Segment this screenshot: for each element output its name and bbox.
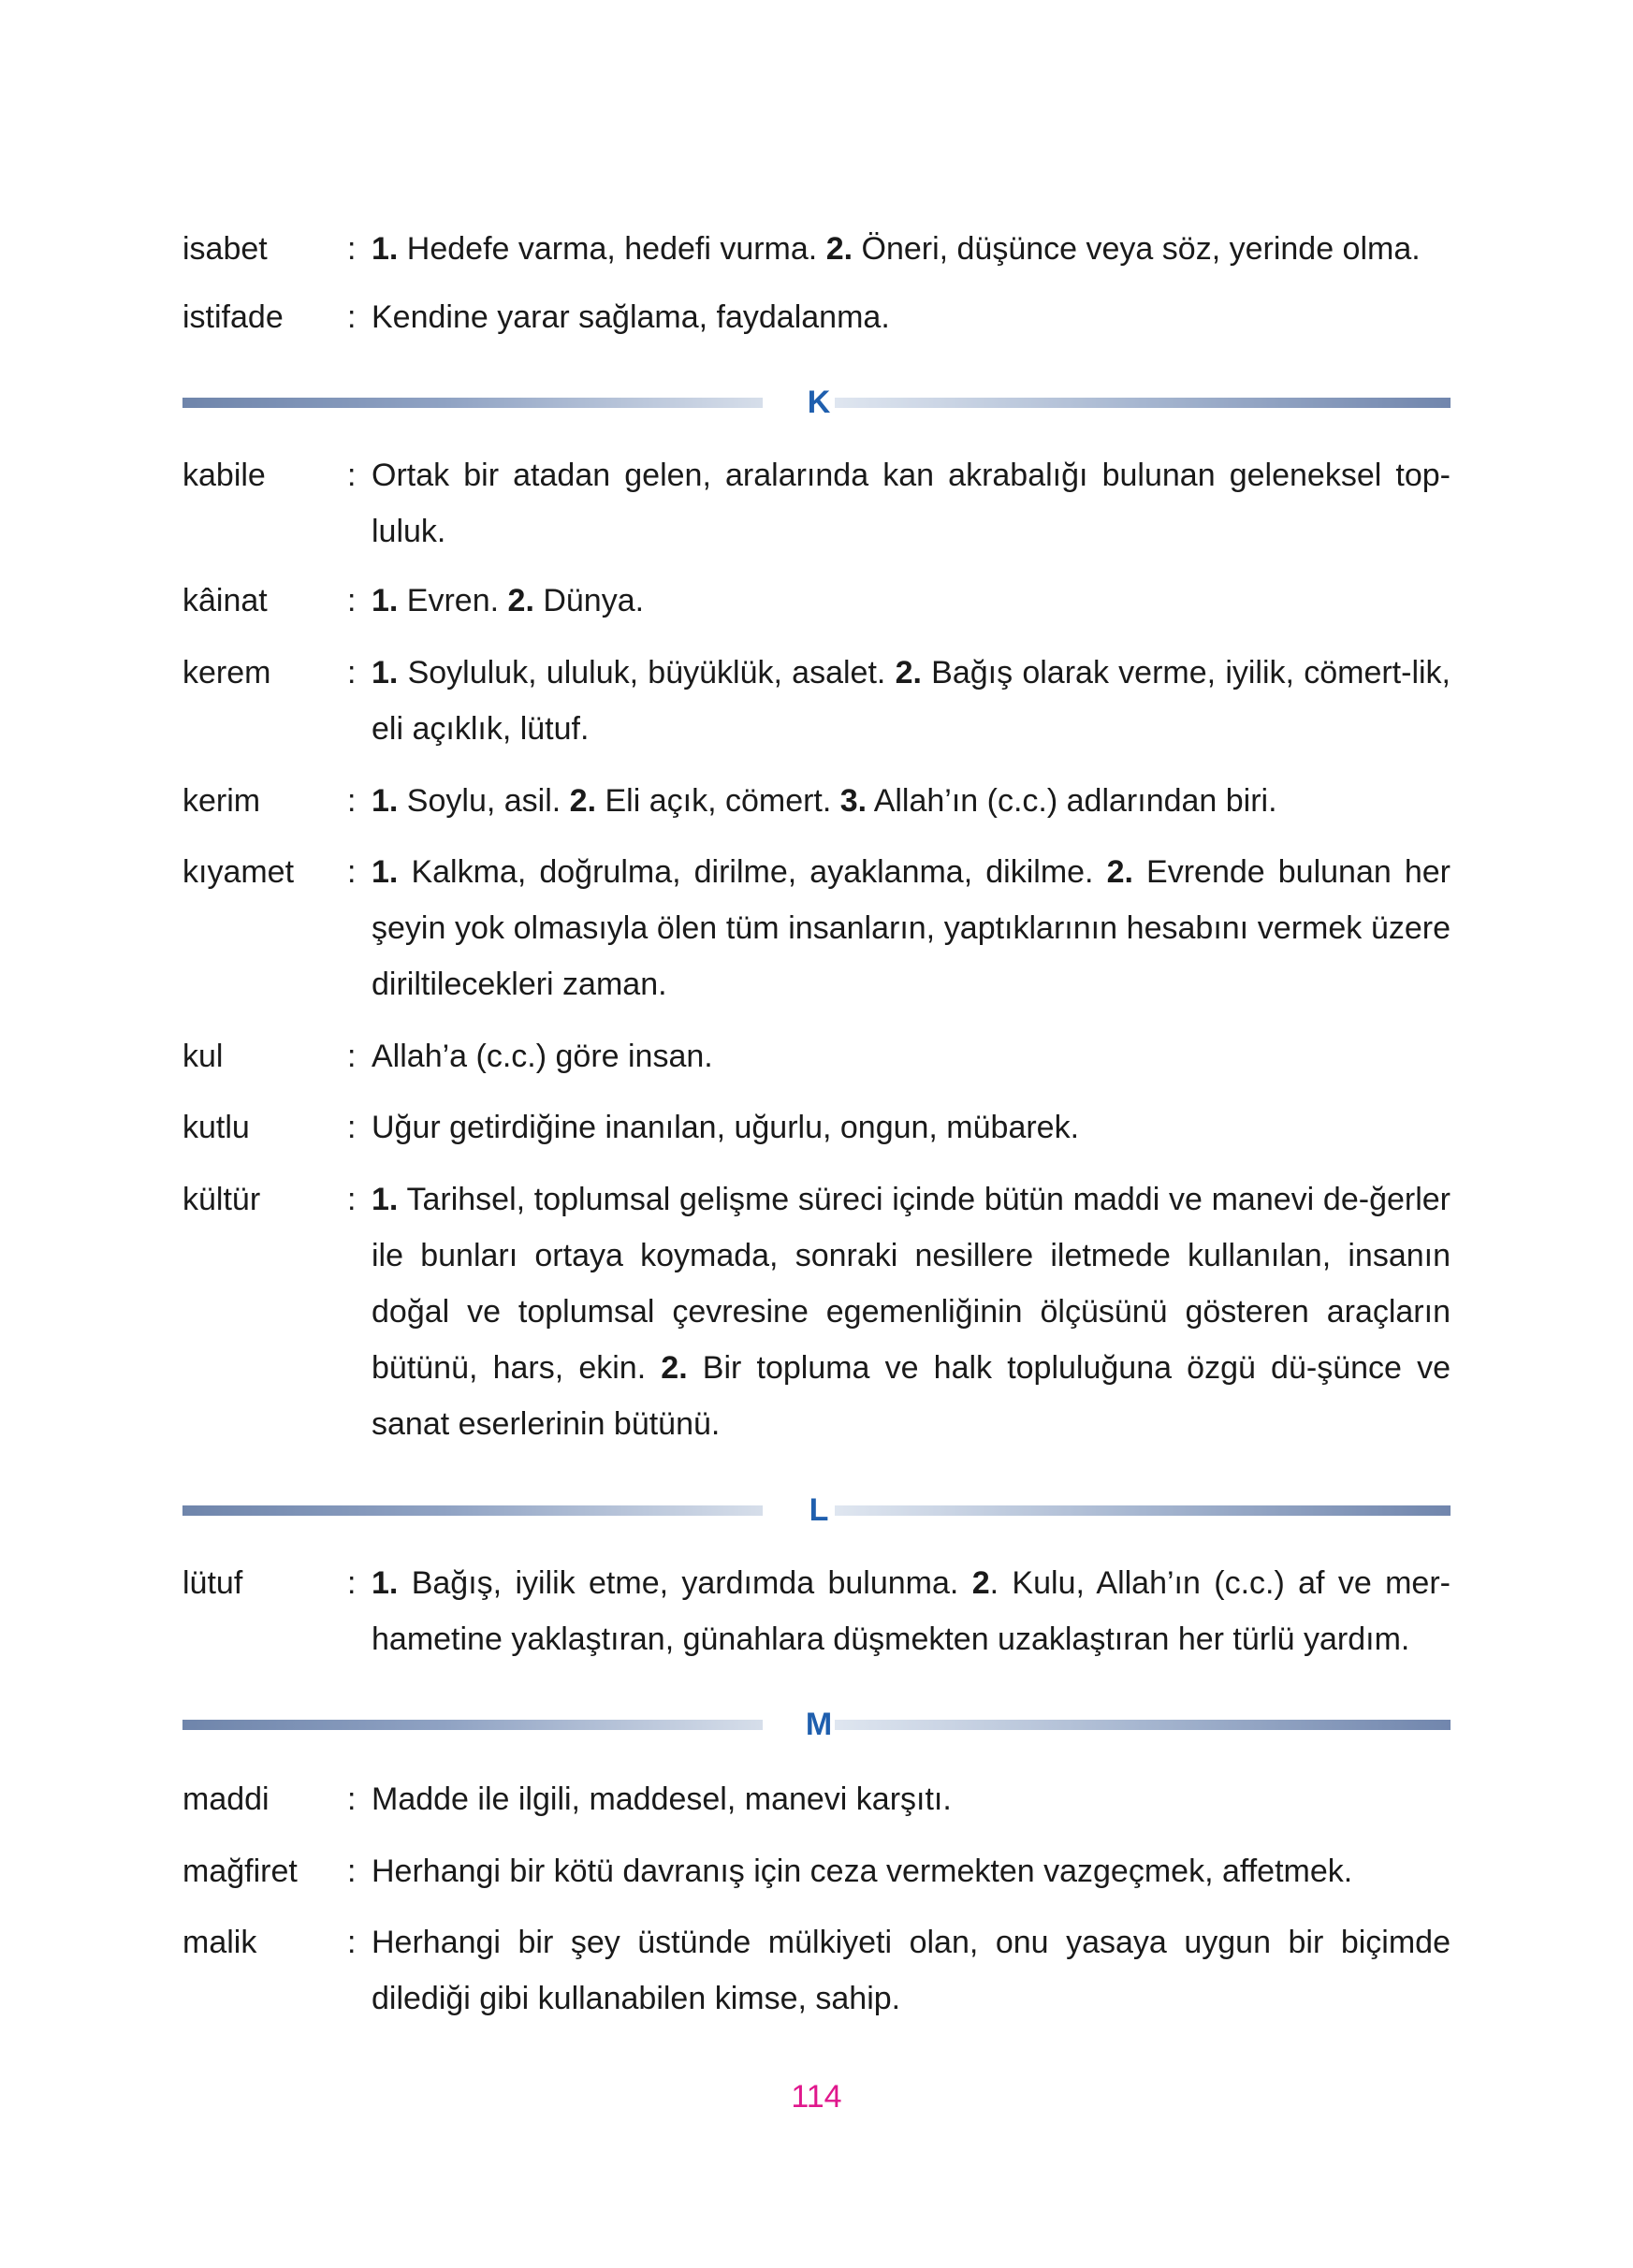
section-divider-l <box>182 1494 1451 1526</box>
glossary-entry-lutuf <box>182 1555 1451 1667</box>
definition-number: 2. <box>825 231 853 267</box>
entry-colon: : <box>347 783 357 819</box>
definition-number: 1. <box>372 583 399 618</box>
glossary-entry-kabile <box>182 447 1451 560</box>
definition-number: 3. <box>839 783 868 819</box>
entry-colon: : <box>347 458 357 493</box>
entry-definition <box>372 447 1451 560</box>
entry-definition <box>372 573 1451 629</box>
glossary-entry-isabet <box>182 221 1451 277</box>
entry-term: kültür <box>182 1182 261 1217</box>
page-number: 114 <box>791 2079 842 2115</box>
entry-definition <box>372 1914 1451 2027</box>
definition-text: Bağış, iyilik etme, yardımda bulunma. <box>398 1565 972 1601</box>
glossary-entry-kerem <box>182 645 1451 757</box>
entry-colon: : <box>347 655 357 691</box>
entry-colon: : <box>347 1565 357 1601</box>
glossary-entry-kul <box>182 1028 1451 1084</box>
glossary-entry-kainat <box>182 573 1451 629</box>
definition-number: 2 <box>971 1565 990 1601</box>
entry-colon: : <box>347 854 357 890</box>
glossary-entry-malik <box>182 1914 1451 2027</box>
entry-colon: : <box>347 1854 357 1889</box>
definition-text: Herhangi bir kötü davranış için ceza vermekten vazgeçmek, affetmek. <box>372 1854 1353 1889</box>
definition-text: Soyluluk, ululuk, büyüklük, asalet. <box>398 655 896 691</box>
entry-definition <box>372 1771 1451 1827</box>
glossary-entry-kiyamet <box>182 844 1451 1012</box>
glossary-entry-magfiret <box>182 1843 1451 1899</box>
section-divider-k <box>182 386 1451 418</box>
entry-colon: : <box>347 1925 357 1960</box>
entry-colon: : <box>347 1781 357 1817</box>
entry-definition <box>372 773 1451 829</box>
definition-text: Herhangi bir şey üstünde mülkiyeti olan, onu yasaya uygun bir biçimde dilediği gibi kullanabilen kimse, sahip. <box>372 1925 1451 2016</box>
definition-text: Ortak bir atadan gelen, aralarında kan akrabalığı bulunan geleneksel top-luluk. <box>372 458 1451 549</box>
entry-term: kıyamet <box>182 854 295 890</box>
definition-text: . Kulu, Allah’ın (c.c.) af ve mer-hametine yaklaştıran, günahlara düşmekten uzaklaştıran her türlü yardım. <box>372 1565 1451 1657</box>
definition-text: Evren. <box>398 583 508 618</box>
section-divider-m <box>182 1708 1451 1740</box>
entry-term: kutlu <box>182 1110 250 1145</box>
divider-bar-left <box>182 1720 763 1730</box>
glossary-entry-kutlu <box>182 1099 1451 1156</box>
entry-definition <box>372 1028 1451 1084</box>
definition-text: Dünya. <box>533 583 645 618</box>
definition-text: Madde ile ilgili, maddesel, manevi karşıtı. <box>372 1781 952 1817</box>
entry-definition <box>372 1555 1451 1667</box>
definition-number: 2. <box>507 583 534 618</box>
entry-definition <box>372 645 1451 757</box>
glossary-entry-maddi <box>182 1771 1451 1827</box>
definition-number: 1. <box>372 783 399 819</box>
entry-definition <box>372 221 1451 277</box>
entry-term: kâinat <box>182 583 268 618</box>
definition-number: 1. <box>372 1565 399 1601</box>
section-letter: K <box>807 385 831 420</box>
definition-text: Bir topluma ve halk topluluğuna özgü dü-şünce ve sanat eserlerinin bütünü. <box>372 1350 1451 1442</box>
definition-text: Evrende bulunan her şeyin yok olmasıyla ölen tüm insanların, yaptıklarının hesabını vermek üzere diriltilecekleri zaman. <box>372 854 1451 1002</box>
entry-definition <box>372 1171 1451 1452</box>
entry-term: maddi <box>182 1781 270 1817</box>
definition-number: 2. <box>661 1350 688 1386</box>
entry-term: malik <box>182 1925 257 1960</box>
definition-text: Soylu, asil. <box>398 783 570 819</box>
definition-text: Kendine yarar sağlama, faydalanma. <box>372 299 890 335</box>
definition-text: Allah’a (c.c.) göre insan. <box>372 1039 713 1074</box>
entry-definition <box>372 289 1451 345</box>
definition-text: Hedefe varma, hedefi vurma. <box>398 231 826 267</box>
definition-number: 1. <box>372 854 399 890</box>
entry-term: istifade <box>182 299 284 335</box>
definition-text: Bağış olarak verme, iyilik, cömert-lik, eli açıklık, lütuf. <box>372 655 1451 747</box>
entry-colon: : <box>347 299 357 335</box>
section-letter: L <box>809 1492 829 1528</box>
entry-term: mağfiret <box>182 1854 298 1889</box>
entry-term: lütuf <box>182 1565 243 1601</box>
divider-bar-right <box>835 1505 1451 1516</box>
definition-number: 1. <box>372 231 399 267</box>
entry-colon: : <box>347 583 357 618</box>
glossary-entry-kultur <box>182 1171 1451 1452</box>
entry-definition <box>372 844 1451 1012</box>
entry-colon: : <box>347 1110 357 1145</box>
entry-colon: : <box>347 231 357 267</box>
definition-text: Kalkma, doğrulma, dirilme, ayaklanma, dikilme. <box>398 854 1107 890</box>
definition-text: Allah’ın (c.c.) adlarından biri. <box>867 783 1277 819</box>
glossary-entry-istifade <box>182 289 1451 345</box>
section-letter: M <box>805 1707 833 1742</box>
definition-number: 1. <box>372 1182 399 1217</box>
entry-definition <box>372 1099 1451 1156</box>
glossary-entry-kerim <box>182 773 1451 829</box>
divider-bar-left <box>182 1505 763 1516</box>
definition-text: Öneri, düşünce veya söz, yerinde olma. <box>853 231 1421 267</box>
entry-term: kabile <box>182 458 266 493</box>
definition-number: 2. <box>895 655 922 691</box>
entry-definition <box>372 1843 1451 1899</box>
definition-text: Tarihsel, toplumsal gelişme süreci içinde bütün maddi ve manevi de-ğerler ile bunları ortaya koymada, sonraki nesillere iletmede kullanılan, insanın doğal ve toplumsal çevresine egemenliğinin ölçüsünü gösteren araçların bütünü, hars, ekin. <box>372 1182 1451 1386</box>
definition-text: Eli açık, cömert. <box>596 783 840 819</box>
entry-term: kerem <box>182 655 271 691</box>
entry-colon: : <box>347 1039 357 1074</box>
entry-colon: : <box>347 1182 357 1217</box>
divider-bar-left <box>182 398 763 408</box>
entry-term: kerim <box>182 783 261 819</box>
definition-text: Uğur getirdiğine inanılan, uğurlu, ongun, mübarek. <box>372 1110 1080 1145</box>
divider-bar-right <box>835 398 1451 408</box>
divider-bar-right <box>835 1720 1451 1730</box>
definition-number: 2. <box>569 783 597 819</box>
definition-number: 1. <box>372 655 399 691</box>
entry-term: isabet <box>182 231 268 267</box>
entry-term: kul <box>182 1039 224 1074</box>
definition-number: 2. <box>1106 854 1133 890</box>
